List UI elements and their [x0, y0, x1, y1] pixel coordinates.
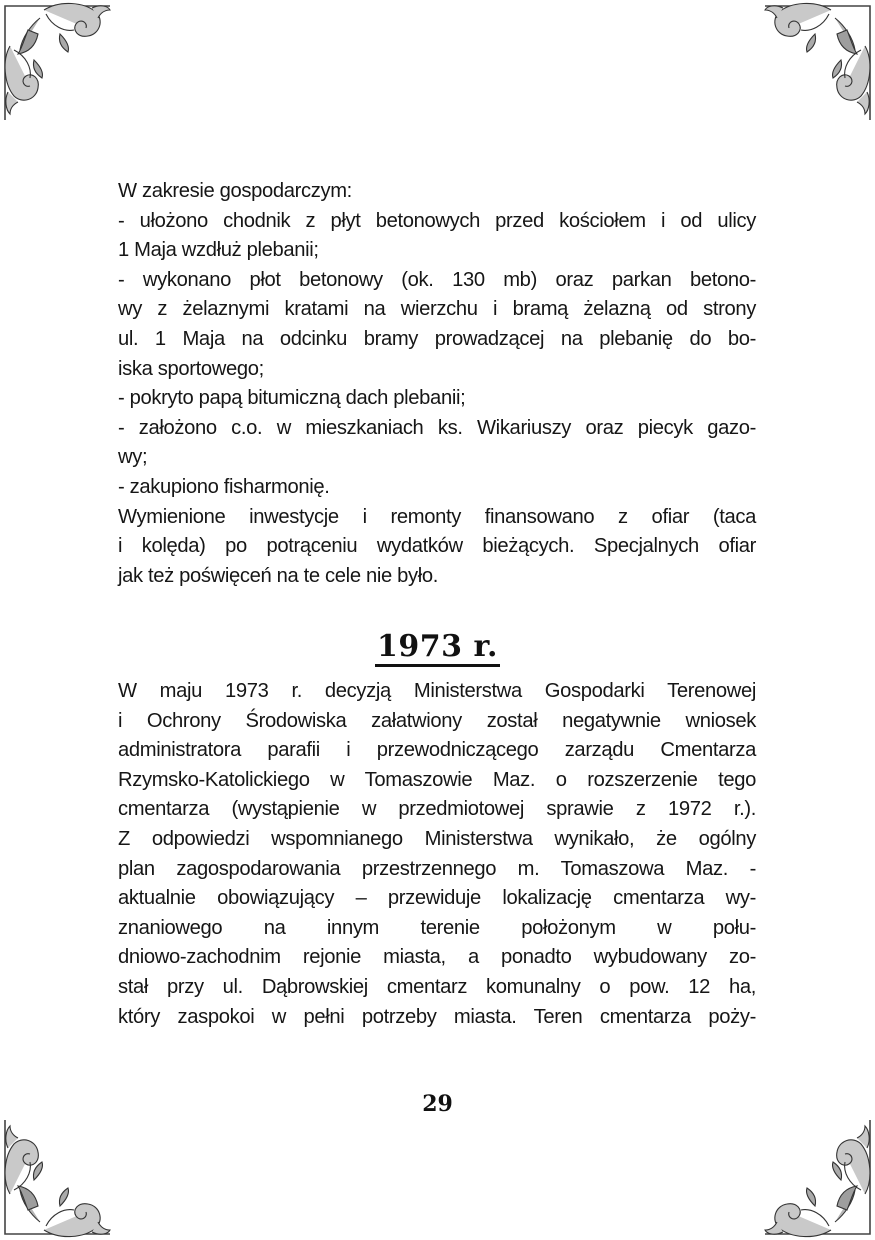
text-line: który zaspokoi w pełni potrzeby miasta. Teren cmentarza poży- [118, 1005, 756, 1028]
text-line: jak też poświęceń na te cele nie było. [118, 564, 438, 587]
section-heading-1973 [0, 628, 875, 667]
text-line: - zakupiono fisharmonię. [118, 475, 330, 498]
text-line: cmentarza (wystąpienie w przedmiotowej sprawie z 1972 r.). [118, 798, 756, 821]
text-line: W zakresie gospodarczym: [118, 180, 352, 202]
text-line: stał przy ul. Dąbrowskiej cmentarz komunalny o pow. 12 ha, [118, 975, 756, 998]
text-line: plan zagospodarowania przestrzennego m. Tomaszowa Maz. - [118, 857, 756, 880]
text-line: Z odpowiedzi wspomnianego Ministerstwa wynikało, że ogólny [118, 827, 756, 850]
text-line: dniowo-zachodnim rejonie miasta, a ponadto wybudowany zo- [118, 946, 756, 969]
text-line: znaniowego na innym terenie położonym w połu- [118, 916, 756, 939]
text-line: Wymienione inwestycje i remonty finansowano z ofiar (taca [118, 505, 756, 528]
text-line: iska sportowego; [118, 357, 264, 380]
text-line: W maju 1973 r. decyzją Ministerstwa Gospodarki Terenowej [118, 680, 756, 702]
text-line: - wykonano płot betonowy (ok. 130 mb) oraz parkan betono- [118, 268, 756, 291]
corner-ornament-top-left-icon [0, 0, 118, 128]
heading-text: 1973 r. [375, 630, 500, 667]
text-line: Rzymsko-Katolickiego w Tomaszowie Maz. o rozszerzenie tego [118, 768, 756, 791]
text-line: - założono c.o. w mieszkaniach ks. Wikariuszy oraz piecyk gazo- [118, 416, 756, 439]
corner-ornament-top-right-icon [757, 0, 875, 128]
text-line: ul. 1 Maja na odcinku bramy prowadzącej na plebanię do bo- [118, 327, 756, 350]
section-1973-body [118, 677, 756, 1032]
text-line: i kolęda) po potrąceniu wydatków bieżących. Specjalnych ofiar [118, 535, 756, 558]
text-line: aktualnie obowiązujący – przewiduje lokalizację cmentarza wy- [118, 887, 756, 910]
corner-ornament-bottom-right-icon [757, 1112, 875, 1240]
page-number: 29 [422, 1091, 453, 1117]
text-line: i Ochrony Środowiska załatwiony został negatywnie wniosek [118, 709, 756, 732]
text-line: - ułożono chodnik z płyt betonowych przed kościołem i od ulicy [118, 209, 756, 232]
text-line: administratora parafii i przewodniczącego zarządu Cmentarza [118, 739, 756, 762]
text-line: wy z żelaznymi kratami na wierzchu i bramą żelazną od strony [118, 298, 756, 321]
text-line: 1 Maja wzdłuż plebanii; [118, 239, 319, 262]
economic-works-section [118, 177, 756, 591]
text-line: wy; [118, 446, 148, 469]
text-line: - pokryto papą bitumiczną dach plebanii; [118, 387, 466, 410]
corner-ornament-bottom-left-icon [0, 1112, 118, 1240]
